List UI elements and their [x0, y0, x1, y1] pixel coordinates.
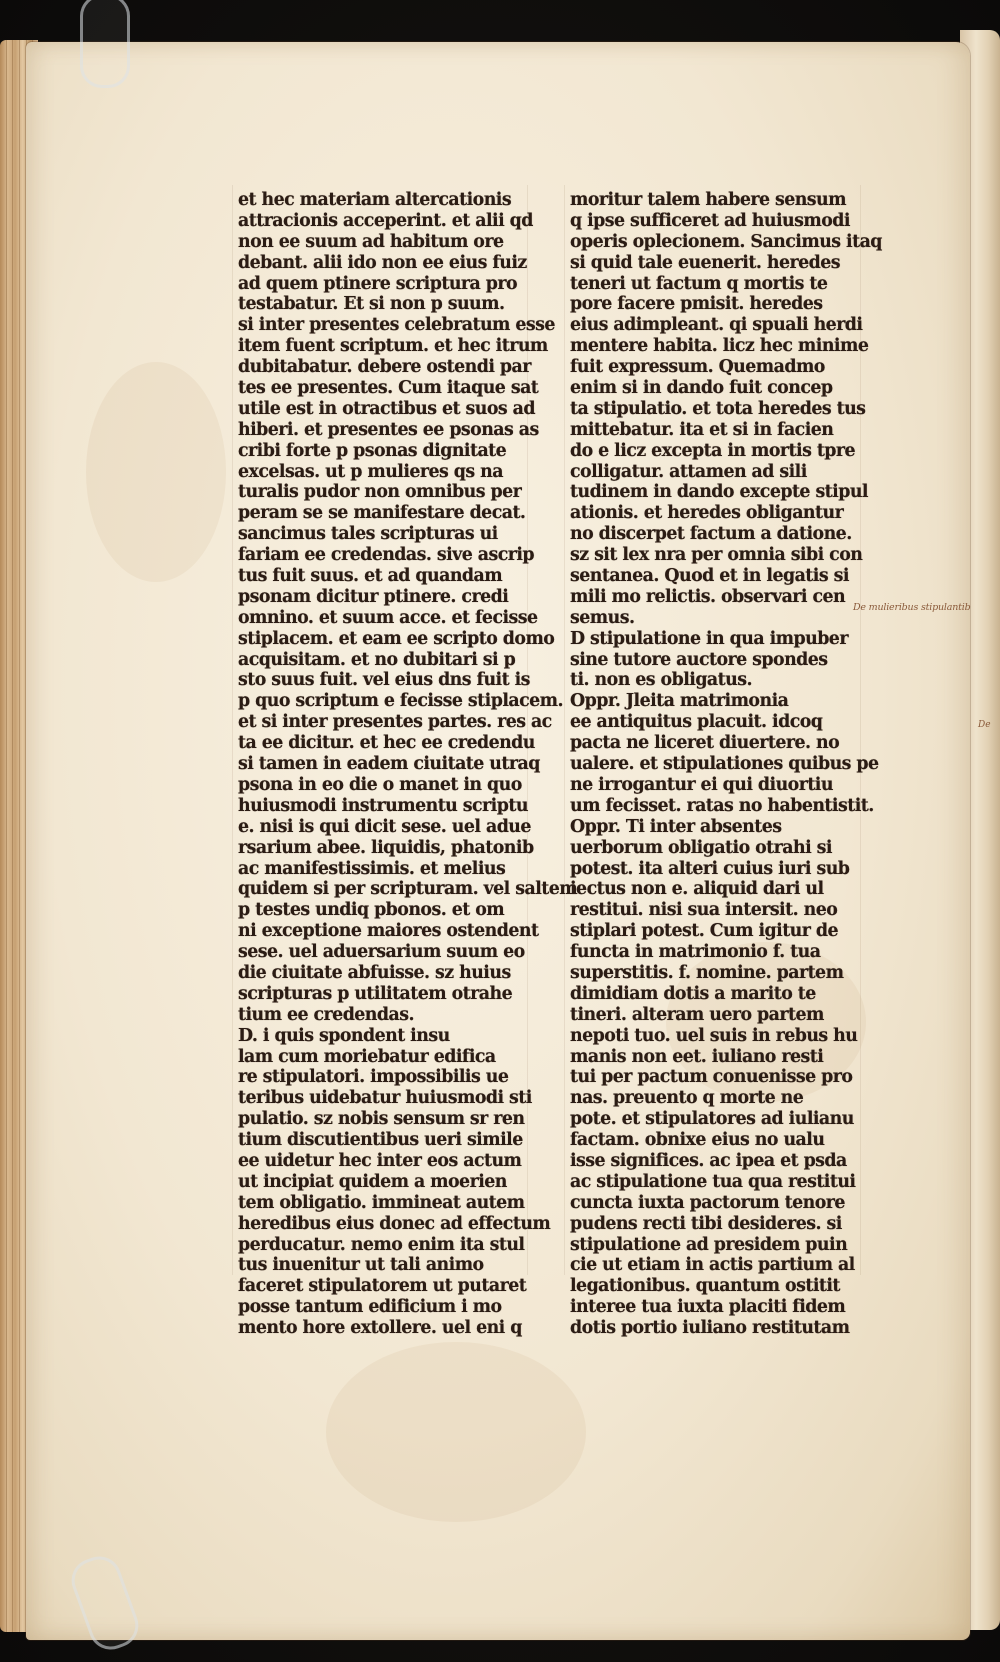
text-line: si inter presentes celebratum esse — [238, 315, 555, 336]
text-line: potest. ita alteri cuius iuri sub — [570, 858, 850, 879]
text-line: sto suus fuit. vel eius dns fuit is — [238, 670, 530, 691]
text-line: posse tantum edificium i mo — [238, 1297, 502, 1318]
text-line: mittebatur. ita et si in facien — [570, 419, 834, 440]
text-line: psonam dicitur ptinere. credi — [238, 586, 509, 607]
text-line: sz sit lex nra per omnia sibi con — [570, 545, 863, 566]
text-line: nepoti tuo. uel suis in rebus hu — [570, 1025, 858, 1046]
text-line: et hec materiam altercationis — [238, 190, 512, 210]
text-line: ti. non es obligatus. — [570, 670, 752, 691]
text-line: rsarium abee. liquidis, phatonib — [238, 837, 534, 858]
text-line: p quo scriptum e fecisse stiplacem. — [238, 691, 563, 712]
text-line: ac stipulatione tua qua restitui — [570, 1171, 856, 1192]
text-line: ta ee dicitur. et hec ee credendu — [238, 733, 535, 754]
text-line: interee tua iuxta placiti fidem — [570, 1297, 846, 1318]
text-line: e. nisi is qui dicit sese. uel adue — [238, 816, 531, 837]
text-line: tudinem in dando excepte stipul — [570, 482, 868, 503]
text-line: fuit expressum. Quemadmo — [570, 357, 825, 378]
text-line: dubitabatur. debere ostendi par — [238, 357, 531, 378]
text-line: ac manifestissimis. et melius — [238, 858, 506, 879]
text-column-left — [238, 190, 578, 1339]
text-line: p testes undiq pbonos. et om — [238, 900, 505, 921]
text-line: sentanea. Quod et in legatis si — [570, 566, 849, 587]
text-line: semus. — [570, 607, 635, 628]
bookmark-clip-top — [80, 0, 130, 88]
text-line: ni exceptione maiores ostendent — [238, 921, 539, 942]
text-column-right — [570, 190, 882, 1339]
text-line: ad quem ptinere scriptura pro — [238, 273, 518, 294]
text-line: dimidiam dotis a marito te — [570, 983, 816, 1004]
text-line: tes ee presentes. Cum itaque sat — [238, 378, 539, 399]
text-line: et si inter presentes partes. res ac — [238, 712, 552, 733]
text-line: pote. et stipulatores ad iulianu — [570, 1109, 854, 1130]
text-line: pore facere pmisit. heredes — [570, 294, 823, 315]
text-line: tus inuenitur ut tali animo — [238, 1255, 484, 1276]
text-line: huiusmodi instrumentu scriptu — [238, 795, 528, 816]
text-line: scripturas p utilitatem otrahe — [238, 983, 513, 1004]
text-line: ne irrogantur ei qui diuortiu — [570, 774, 833, 795]
marginal-note-edge: De — [978, 720, 991, 730]
text-line: omnino. et suum acce. et fecisse — [238, 607, 538, 628]
text-line: fariam ee credendas. sive ascrip — [238, 545, 535, 566]
text-line: pacta ne liceret diuertere. no — [570, 733, 840, 754]
text-line: quidem si per scripturam. vel saltem — [238, 879, 578, 900]
text-line: attracionis acceperint. et alii qd — [238, 210, 533, 231]
text-line: perducatur. nemo enim ita stul — [238, 1234, 525, 1255]
text-line: teribus uidebatur huiusmodi sti — [238, 1088, 532, 1109]
text-line: pudens recti tibi desideres. si — [570, 1213, 842, 1234]
text-line: manis non eet. iuliano resti — [570, 1046, 824, 1067]
text-line: tui per pactum conuenisse pro — [570, 1067, 853, 1088]
text-line: tium ee credendas. — [238, 1004, 414, 1025]
text-line: Oppr. Ti inter absentes — [570, 816, 782, 837]
text-line: faceret stipulatorem ut putaret — [238, 1276, 527, 1297]
text-line: colligatur. attamen ad sili — [570, 461, 807, 482]
text-line: turalis pudor non omnibus per — [238, 482, 522, 503]
text-line: psona in eo die o manet in quo — [238, 774, 522, 795]
text-line: isse significes. ac ipea et psda — [570, 1150, 847, 1171]
text-line: ut incipiat quidem a moerien — [238, 1171, 507, 1192]
text-line: acquisitam. et no dubitari si p — [238, 649, 516, 670]
text-line: sese. uel aduersarium suum eo — [238, 942, 525, 963]
text-line: stipulatione ad presidem puin — [570, 1234, 848, 1255]
text-line: moritur talem habere sensum — [570, 190, 846, 210]
text-line: functa in matrimonio f. tua — [570, 942, 821, 963]
text-line: mento hore extollere. uel eni q — [238, 1318, 522, 1339]
text-line: hiberi. et presentes ee psonas as — [238, 419, 539, 440]
text-line: cribi forte p psonas dignitate — [238, 440, 507, 461]
text-line: tineri. alteram uero partem — [570, 1004, 824, 1025]
text-line: mili mo relictis. observari cen — [570, 586, 846, 607]
text-line: si quid tale euenerit. heredes — [570, 252, 840, 273]
text-line: peram se se manifestare decat. — [238, 503, 526, 524]
text-line: eius adimpleant. qi spuali herdi — [570, 315, 863, 336]
text-line: do e licz excepta in mortis tpre — [570, 440, 856, 461]
text-line: tem obligatio. immineat autem — [238, 1192, 525, 1213]
text-line: ee uidetur hec inter eos actum — [238, 1150, 522, 1171]
text-line: ee antiquitus placuit. idcoq — [570, 712, 823, 733]
text-line: tus fuit suus. et ad quandam — [238, 566, 503, 587]
text-line: testabatur. Et si non p suum. — [238, 294, 505, 315]
text-line: no discerpet factum a datione. — [570, 524, 852, 545]
text-line: iectus non e. aliquid dari ul — [570, 879, 824, 900]
text-line: item fuent scriptum. et hec itrum — [238, 336, 548, 357]
text-line: pulatio. sz nobis sensum sr ren — [238, 1109, 525, 1130]
text-line: ationis. et heredes obligantur — [570, 503, 844, 524]
text-line: enim si in dando fuit concep — [570, 378, 833, 399]
text-line: superstitis. f. nomine. partem — [570, 962, 844, 983]
text-line: Oppr. Jleita matrimonia — [570, 691, 789, 712]
text-line: ualere. et stipulationes quibus pe — [570, 754, 879, 775]
text-line: ta stipulatio. et tota heredes tus — [570, 398, 866, 419]
text-line: cuncta iuxta pactorum tenore — [570, 1192, 845, 1213]
text-line: debant. alii ido non ee eius fuiz — [238, 252, 527, 273]
text-line: si tamen in eadem ciuitate utraq — [238, 754, 540, 775]
text-line: die ciuitate abfuisse. sz huius — [238, 962, 511, 983]
text-line: stiplacem. et eam ee scripto domo — [238, 628, 555, 649]
text-line: restitui. nisi sua intersit. neo — [570, 900, 838, 921]
text-line: legationibus. quantum ostitit — [570, 1276, 840, 1297]
text-line: uerborum obligatio otrahi si — [570, 837, 832, 858]
text-line: D stipulatione in qua impuber — [570, 628, 848, 649]
text-line: mentere habita. licz hec minime — [570, 336, 869, 357]
text-line: teneri ut factum q mortis te — [570, 273, 828, 294]
marginal-note: De mulieribus stipulantib — [853, 602, 971, 613]
text-line: tium discutientibus ueri simile — [238, 1130, 523, 1151]
text-line: non ee suum ad habitum ore — [238, 231, 504, 252]
text-line: heredibus eius donec ad effectum — [238, 1213, 551, 1234]
text-line: stiplari potest. Cum igitur de — [570, 921, 839, 942]
text-line: dotis portio iuliano restitutam — [570, 1318, 850, 1339]
text-line: utile est in otractibus et suos ad — [238, 398, 535, 419]
text-line: um fecisset. ratas no habentistit. — [570, 795, 874, 816]
text-line: q ipse sufficeret ad huiusmodi — [570, 210, 850, 231]
text-line: cie ut etiam in actis partium al — [570, 1255, 855, 1276]
text-line: factam. obnixe eius no ualu — [570, 1130, 825, 1151]
text-line: operis oplecionem. Sancimus itaq — [570, 231, 882, 252]
text-line: D. i quis spondent insu — [238, 1025, 450, 1046]
text-line: nas. preuento q morte ne — [570, 1088, 804, 1109]
text-line: sine tutore auctore spondes — [570, 649, 828, 670]
text-line: excelsas. ut p mulieres qs na — [238, 461, 503, 482]
text-line: re stipulatori. impossibilis ue — [238, 1067, 509, 1088]
text-line: lam cum moriebatur edifica — [238, 1046, 496, 1067]
text-line: sancimus tales scripturas ui — [238, 524, 498, 545]
